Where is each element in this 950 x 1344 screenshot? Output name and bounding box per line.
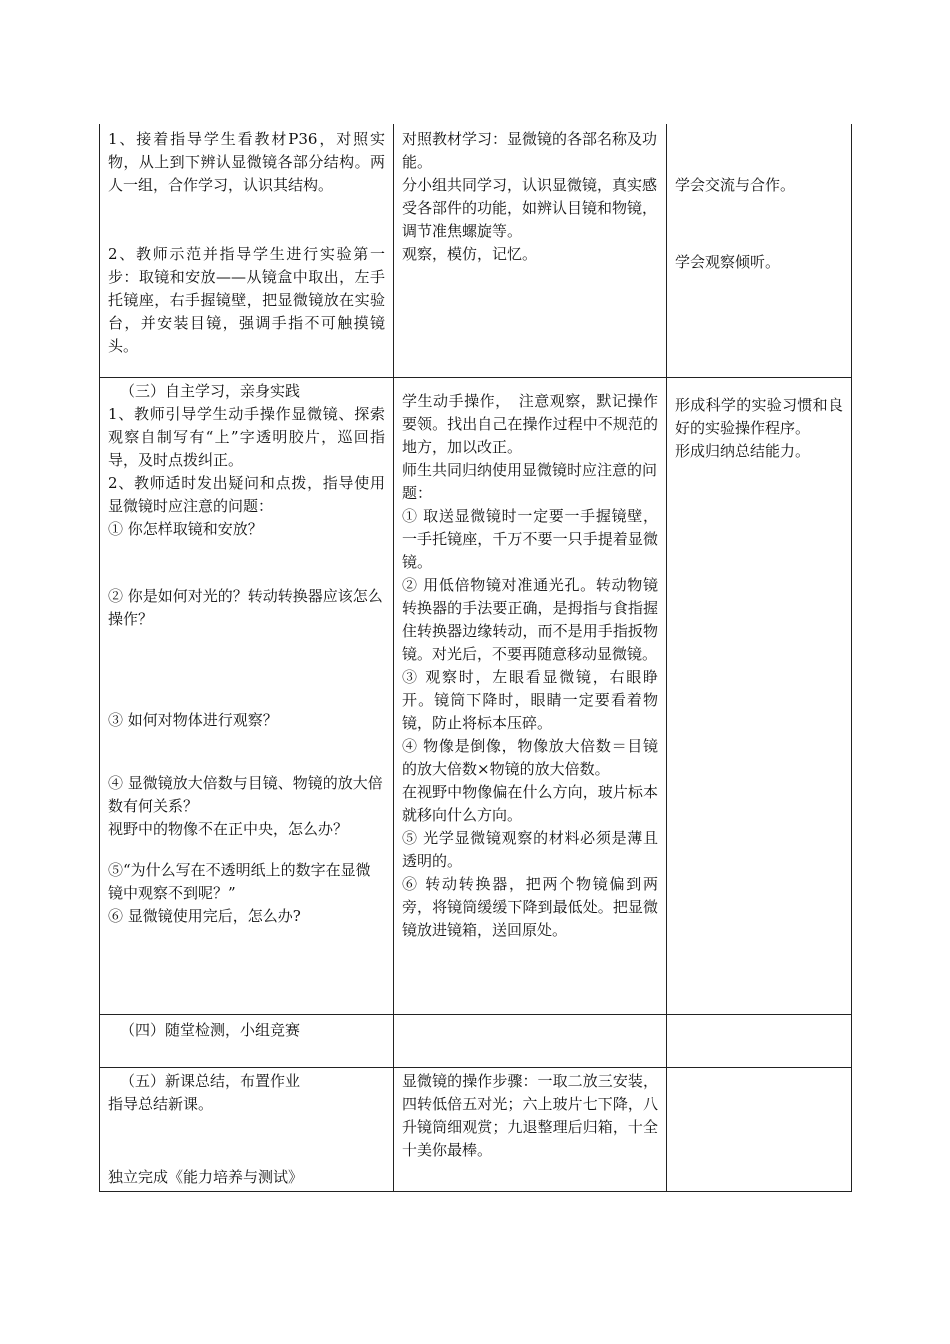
teacher-step-2: 2、教师适时发出疑问和点拨，指导使用显微镜时应注意的问题： [108,473,385,515]
intent-2: 形成归纳总结能力。 [675,441,811,460]
table-row [100,377,852,1014]
section-heading: （四）随堂检测，小组竞赛 [120,1020,301,1039]
answer-4b: 在视野中物像偏在什么方向，玻片标本就移向什么方向。 [402,782,658,824]
design-intent-cell [667,1067,852,1191]
question-4: ④ 显微镜放大倍数与目镜、物镜的放大倍数有何关系？ [108,773,383,815]
design-intent-cell [667,377,852,1014]
answer-1: ① 取送显微镜时一定要一手握镜壁，一手托镜座，千万不要一只手提着显微镜。 [402,506,658,571]
intent-2: 学会观察倾听。 [675,253,781,271]
answer-6: ⑥ 转动转换器，把两个物镜偏到两旁，将镜筒缓缓下降到最低处。把显微镜放进镜箱，送回原处。 [402,874,658,939]
table-row [100,1067,852,1191]
teacher-activity-cell [100,377,394,1014]
section-heading: （五）新课总结，布置作业 [120,1071,301,1090]
homework: 独立完成《能力培养与测试》 [108,1167,304,1186]
student-activity-3: 观察，模仿，记忆。 [402,245,538,263]
student-activity-1: 学生动手操作， 注意观察，默记操作要领。找出自己在操作过程中不规范的地方，加以改正。 [402,391,658,456]
operation-steps: 显微镜的操作步骤：一取二放三安装，四转低倍五对光；六上玻片七下降，八升镜筒细观赏；九退整理后归箱，十全十美你最棒。 [402,1071,658,1159]
question-6: ⑥ 显微镜使用完后，怎么办? [108,906,301,925]
intent-1: 学会交流与合作。 [675,176,796,194]
teacher-step-2: 2、教师示范并指导学生进行实验第一步：取镜和安放——从镜盒中取出，左手托镜座，右手握镜壁，把显微镜放在实验台，并安装目镜，强调手指不可触摸镜头。 [108,245,385,355]
question-2: ② 你是如何对光的？转动转换器应该怎么操作？ [108,586,383,628]
question-4b: 视野中的物像不在正中央，怎么办？ [108,819,349,838]
question-3: ③ 如何对物体进行观察？ [108,710,278,729]
intent-1: 形成科学的实验习惯和良好的实验操作程序。 [675,395,843,437]
design-intent-cell [667,1014,852,1067]
student-activity-cell [394,124,667,377]
answer-5: ⑤ 光学显微镜观察的材料必须是薄且透明的。 [402,828,658,870]
section-heading: （三）自主学习，亲身实践 [120,381,301,400]
question-5: ⑤“为什么写在不透明纸上的数字在显微镜中观察不到呢？” [108,860,371,902]
teacher-step-1: 1、教师引导学生动手操作显微镜、探索观察自制写有“上”字透明胶片，巡回指导，及时点拨纠正。 [108,404,385,469]
table-row [100,124,852,377]
teacher-activity-cell [100,124,394,377]
question-1: ① 你怎样取镜和安放？ [108,519,263,538]
teacher-activity-cell [100,1014,394,1067]
table-row [100,1014,852,1067]
student-activity-2: 师生共同归纳使用显微镜时应注意的问题： [402,460,658,502]
answer-4: ④ 物像是倒像，物像放大倍数＝目镜的放大倍数×物镜的放大倍数。 [402,736,658,778]
student-activity-2: 分小组共同学习，认识显微镜，真实感受各部件的功能，如辨认目镜和物镜，调节准焦螺旋等。 [402,176,658,240]
answer-3: ③ 观察时，左眼看显微镜，右眼睁开。镜筒下降时，眼睛一定要看着物镜，防止将标本压碎。 [402,667,658,732]
student-activity-cell [394,1067,667,1191]
teacher-activity-cell [100,1067,394,1191]
student-activity-1: 对照教材学习：显微镜的各部名称及功能。 [402,130,658,171]
lesson-plan-table [99,124,852,1192]
teacher-summary: 指导总结新课。 [108,1094,214,1113]
student-activity-cell [394,1014,667,1067]
student-activity-cell [394,377,667,1014]
answer-2: ② 用低倍物镜对准通光孔。转动物镜转换器的手法要正确，是拇指与食指握住转换器边缘转动，而不是用手指扳物镜。对光后，不要再随意移动显微镜。 [402,575,658,663]
design-intent-cell [667,124,852,377]
teacher-step-1: 1、接着指导学生看教材P36，对照实物，从上到下辨认显微镜各部分结构。两人一组，合作学习，认识其结构。 [108,130,385,194]
